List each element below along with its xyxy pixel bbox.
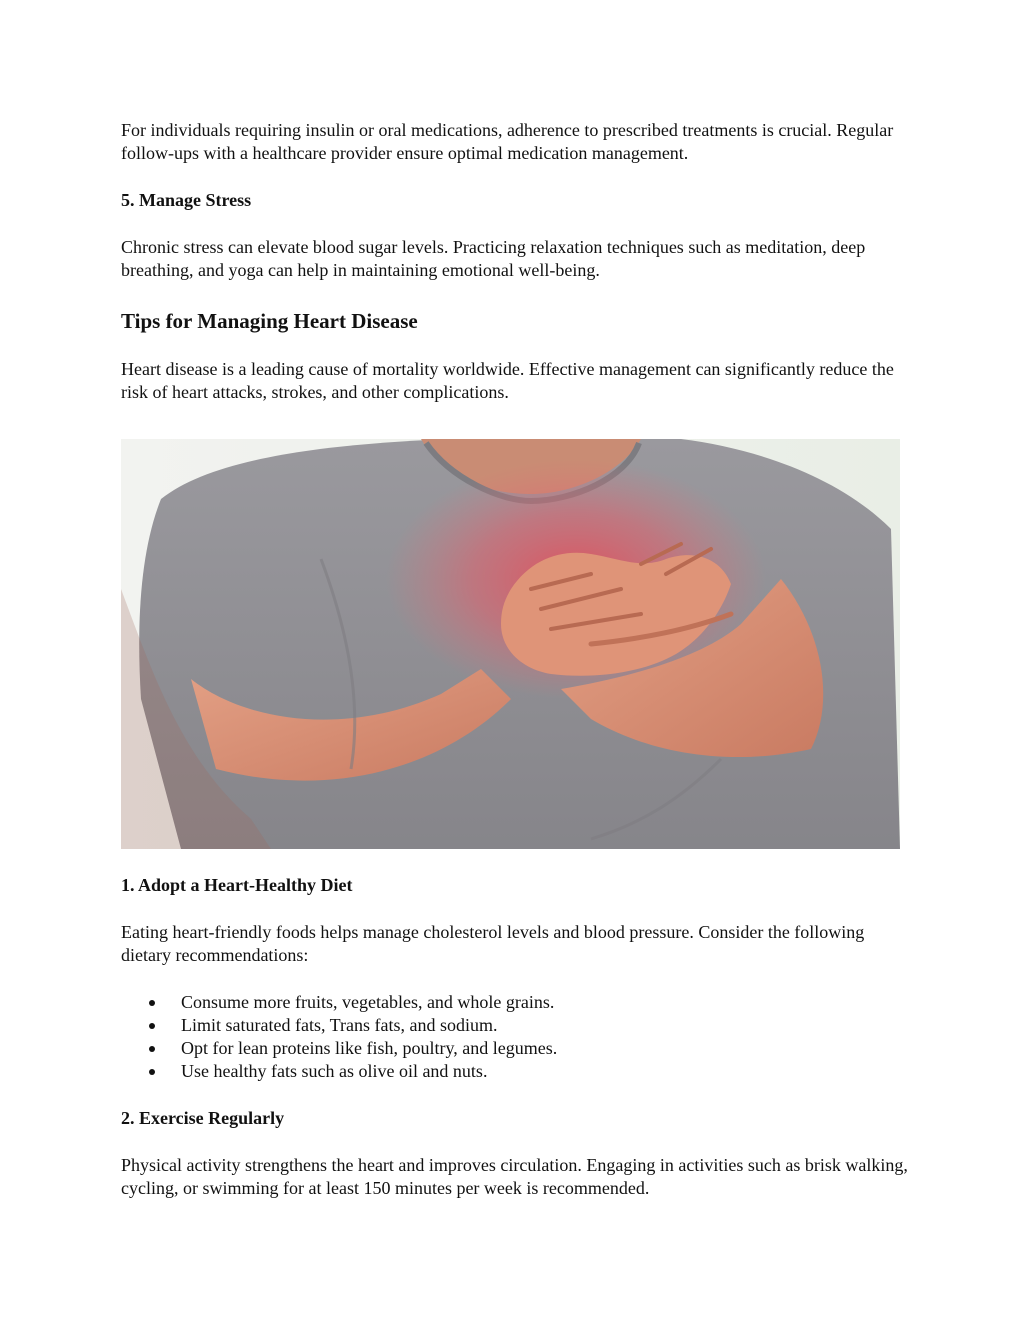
chest-pain-photo bbox=[121, 439, 900, 849]
section-heading-exercise-regularly: 2. Exercise Regularly bbox=[121, 1108, 285, 1128]
list-item: Limit saturated fats, Trans fats, and sodium. bbox=[181, 1014, 911, 1037]
list-item: Consume more fruits, vegetables, and whole grains. bbox=[181, 991, 911, 1014]
stress-paragraph: Chronic stress can elevate blood sugar levels. Practicing relaxation techniques such as meditation, deep breathing, and yoga can help in maintaining emotional well-being. bbox=[121, 237, 866, 280]
heart-disease-paragraph: Heart disease is a leading cause of mortality worldwide. Effective management can significantly reduce the risk of heart attacks, strokes, and other complications. bbox=[121, 359, 894, 402]
section-title-heart-disease: Tips for Managing Heart Disease bbox=[121, 309, 418, 333]
section-heading-manage-stress: 5. Manage Stress bbox=[121, 190, 252, 210]
diet-recommendations-list bbox=[121, 991, 911, 1083]
section-heading-heart-healthy-diet: 1. Adopt a Heart-Healthy Diet bbox=[121, 875, 353, 895]
list-item: Use healthy fats such as olive oil and nuts. bbox=[181, 1060, 911, 1083]
list-item: Opt for lean proteins like fish, poultry, and legumes. bbox=[181, 1037, 911, 1060]
document-content bbox=[121, 119, 911, 1200]
diet-paragraph: Eating heart-friendly foods helps manage cholesterol levels and blood pressure. Consider the following dietary recommendations: bbox=[121, 922, 865, 965]
intro-paragraph: For individuals requiring insulin or oral medications, adherence to prescribed treatments is crucial. Regular follow-ups with a healthcare provider ensure optimal medication management. bbox=[121, 120, 894, 163]
exercise-paragraph: Physical activity strengthens the heart and improves circulation. Engaging in activities such as brisk walking, cycling, or swimming for at least 150 minutes per week is recommended. bbox=[121, 1155, 908, 1198]
